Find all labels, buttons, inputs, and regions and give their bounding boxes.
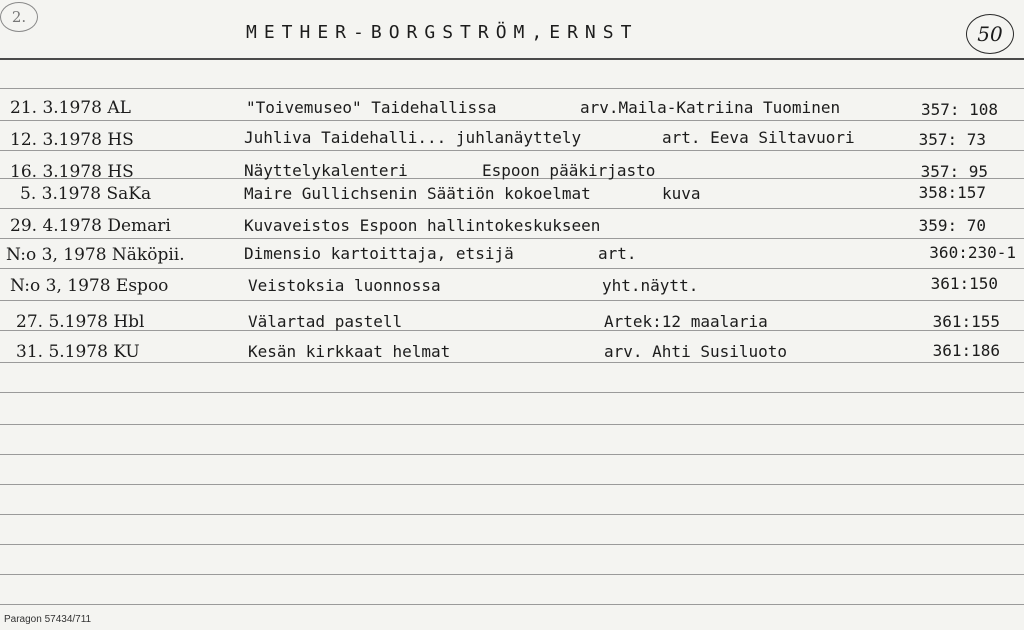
entry-note: art. <box>598 244 637 263</box>
entry-title: Veistoksia luonnossa <box>248 276 441 295</box>
ruled-line <box>0 120 1024 121</box>
ruled-line <box>0 238 1024 239</box>
ruled-line <box>0 514 1024 515</box>
entry-number: 359: 70 <box>918 216 986 235</box>
header-rule <box>0 58 1024 60</box>
entry-note: kuva <box>662 184 701 203</box>
corner-number-mark: 2. <box>0 2 38 32</box>
entry-source: N:o 3, 1978 Espoo <box>10 276 169 296</box>
entry-source: 5. 3.1978 SaKa <box>20 184 152 204</box>
entry-title: Välartad pastell <box>248 312 403 331</box>
ruled-line <box>0 362 1024 363</box>
entry-source: N:o 3, 1978 Näköpii. <box>6 245 185 265</box>
entry-title: Dimensio kartoittaja, etsijä <box>244 244 514 263</box>
entry-number: 357: 108 <box>920 100 998 119</box>
ruled-line <box>0 208 1024 209</box>
ruled-line <box>0 574 1024 575</box>
ruled-line <box>0 454 1024 455</box>
entry-title: Kuvaveistos Espoon hallintokeskukseen <box>244 216 601 235</box>
entry-note: arv.Maila-Katriina Tuominen <box>580 98 841 117</box>
entry-source: 12. 3.1978 HS <box>10 130 134 150</box>
card-print-code: Paragon 57434/711 <box>4 614 92 625</box>
ruled-line <box>0 88 1024 89</box>
entry-number: 357: 73 <box>918 130 986 149</box>
entry-note: yht.näytt. <box>602 276 699 295</box>
entry-number: 361:155 <box>932 312 1000 331</box>
entry-title: Maire Gullichsenin Säätiön kokoelmat <box>244 184 591 203</box>
ruled-line <box>0 392 1024 393</box>
entry-note: Espoon pääkirjasto <box>482 161 656 180</box>
entry-note: art. Eeva Siltavuori <box>662 128 855 147</box>
entry-source: 16. 3.1978 HS <box>10 162 134 182</box>
entry-title: Kesän kirkkaat helmat <box>248 342 451 361</box>
entry-source: 27. 5.1978 Hbl <box>16 312 145 332</box>
entry-number: 361:186 <box>932 341 1000 360</box>
entry-note: Artek:12 maalaria <box>604 312 768 331</box>
card-number-circle: 50 <box>966 14 1014 54</box>
entry-title: Näyttelykalenteri <box>244 161 408 180</box>
entry-source: 21. 3.1978 AL <box>10 98 131 118</box>
entry-note: arv. Ahti Susiluoto <box>604 342 788 361</box>
entry-number: 357: 95 <box>920 162 988 181</box>
card-heading: METHER-BORGSTRÖM,ERNST <box>246 22 639 43</box>
ruled-line <box>0 544 1024 545</box>
ruled-line <box>0 484 1024 485</box>
ruled-line <box>0 268 1024 269</box>
entry-title: "Toivemuseo" Taidehallissa <box>246 98 497 117</box>
ruled-line <box>0 424 1024 425</box>
ruled-line <box>0 150 1024 151</box>
ruled-line <box>0 604 1024 605</box>
entry-source: 31. 5.1978 KU <box>16 342 140 362</box>
entry-number: 360:230-1 <box>929 243 1016 262</box>
ruled-line <box>0 330 1024 331</box>
entry-title: Juhliva Taidehalli... juhlanäyttely <box>244 128 582 147</box>
entry-source: 29. 4.1978 Demari <box>10 216 171 236</box>
entry-number: 358:157 <box>918 183 986 202</box>
ruled-line <box>0 300 1024 301</box>
entry-number: 361:150 <box>930 274 998 293</box>
